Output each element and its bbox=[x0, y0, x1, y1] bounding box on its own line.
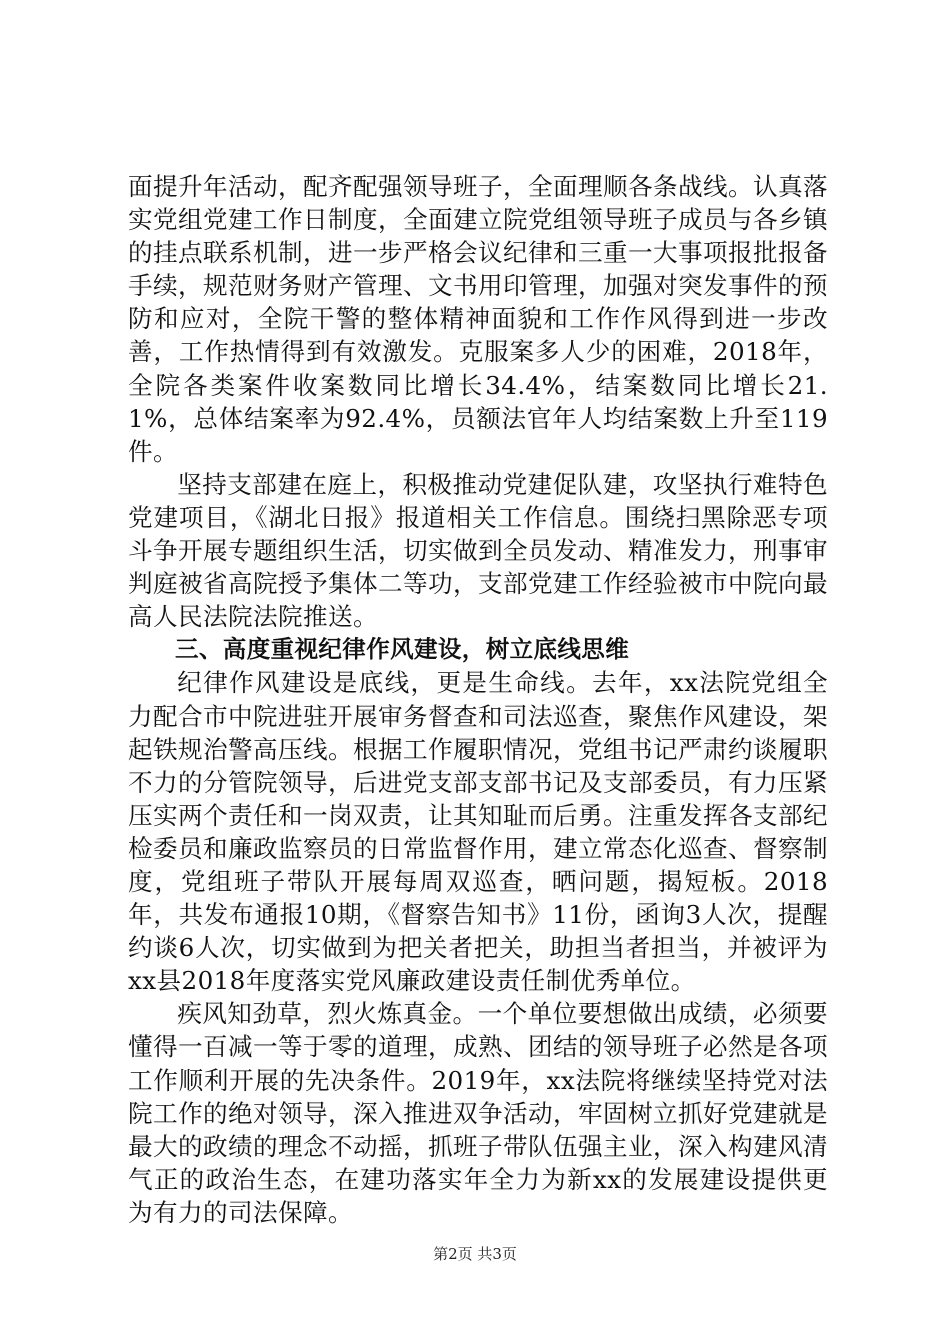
body-paragraph-3: 纪律作风建设是底线，更是生命线。去年，xx法院党组全力配合市中院进驻开展审务督查和司法巡查，聚焦作风建设，架起铁规治警高压线。根据工作履职情况，党组书记严肃约谈履职不力的分管院领导，后进党支部支部书记及支部委员，有力压紧压实两个责任和一岗双责，让其知耻而后勇。注重发挥各支部纪检委员和廉政监察员的日常监督作用，建立常态化巡查、督察制度，党组班子带队开展每周双巡查，晒问题，揭短板。2018年，共发布通报10期，《督察告知书》11份，函询3人次，提醒约谈6人次，切实做到为把关者把关，助担当者担当，并被评为xx县2018年度落实党风廉政建设责任制优秀单位。 bbox=[128, 668, 828, 996]
body-paragraph-1: 面提升年活动，配齐配强领导班子，全面理顺各条战线。认真落实党组党建工作日制度，全面建立院党组领导班子成员与各乡镇的挂点联系机制，进一步严格会议纪律和三重一大事项报批报备手续，规范财务财产管理、文书用印管理，加强对突发事件的预防和应对，全院干警的整体精神面貌和工作作风得到进一步改善，工作热情得到有效激发。克服案多人少的困难，2018年，全院各类案件收案数同比增长34.4%，结案数同比增长21.1%，总体结案率为92.4%，员额法官年人均结案数上升至119件。 bbox=[128, 172, 828, 466]
body-paragraph-4: 疾风知劲草，烈火炼真金。一个单位要想做出成绩，必须要懂得一百减一等于零的道理，成熟、团结的领导班子必然是各项工作顺利开展的先决条件。2019年，xx法院将继续坚持党对法院工作的绝对领导，深入推进双争活动，牢固树立抓好党建就是最大的政绩的理念不动摇，抓班子带队伍强主业，深入构建风清气正的政治生态，在建功落实年全力为新xx的发展建设提供更为有力的司法保障。 bbox=[128, 999, 828, 1227]
body-paragraph-2: 坚持支部建在庭上，积极推动党建促队建，攻坚执行难特色党建项目，《湖北日报》报道相关工作信息。围绕扫黑除恶专项斗争开展专题组织生活，切实做到全员发动、精准发力，刑事审判庭被省高院授予集体二等功，支部党建工作经验被市中院向最高人民法院法院推送。 bbox=[128, 469, 828, 632]
document-body bbox=[128, 170, 828, 1229]
page-footer: 第2页 共3页 bbox=[433, 1245, 517, 1263]
section-heading: 三、高度重视纪律作风建设，树立底线思维 bbox=[175, 635, 630, 664]
